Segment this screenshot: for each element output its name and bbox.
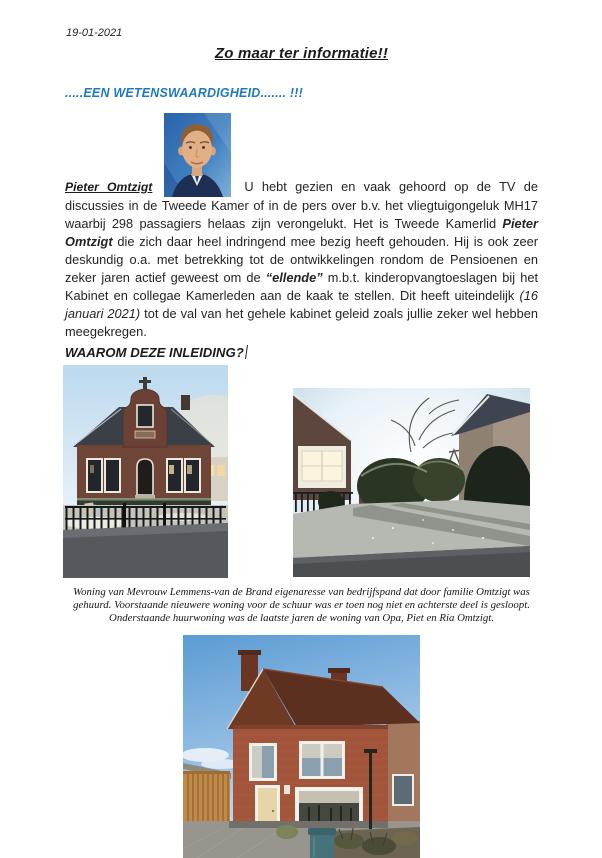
document-date: 19-01-2021 <box>66 27 123 39</box>
page-title: Zo maar ter informatie!! <box>214 45 389 62</box>
why-heading <box>65 345 538 360</box>
photo-house-lemmens <box>63 365 228 578</box>
photo-driveway <box>293 388 530 577</box>
photos-row <box>63 365 538 578</box>
portrait-photo-pieter-omtzigt <box>164 113 231 197</box>
subtitle-heading: .....EEN WETENSWAARDIGHEID....... !!! <box>65 86 303 100</box>
photo-rental-house-illustration <box>183 635 420 858</box>
intro-text-part-2: die zich daar heel indringend mee bezig heeft gehouden. Hij is ook zeer deskundig o.a. met betrekking tot de ontwikkelingen rondom de Pensioenen en zeker jaren actief geweest om de <box>65 234 538 285</box>
intro-emph-ellende: “ellende” <box>265 270 323 285</box>
intro-emph-name: Pieter Omtzigt <box>65 216 538 249</box>
intro-paragraph <box>65 113 538 341</box>
photo-rental-house <box>183 635 420 858</box>
portrait-label: Pieter Omtzigt <box>65 180 153 194</box>
photo-caption: Woning van Mevrouw Lemmens-van de Brand eigenaresse van bedrijfspand dat door familie Omtzigt was gehuurd. Voorstaande nieuwere woning voor de schuur was er toen nog niet en achterste deel is gesloopt. Onderstaande huurwoning was de laatste jaren de woning van Opa, Piet en Ria Omtzigt. <box>73 586 530 625</box>
intro-emph-date: (16 januari 2021) <box>65 288 538 321</box>
intro-text-part-4: tot de val van het gehele kabinet geleid zoals jullie zeker wel hebben meegekregen. <box>65 306 538 339</box>
photo-house-lemmens-illustration <box>63 365 228 578</box>
bird-feeder-pole <box>369 753 372 829</box>
photo-driveway-illustration <box>293 388 530 577</box>
text-cursor <box>245 345 248 359</box>
intro-text-part-3: m.b.t. kinderopvangtoeslagen bij het Kabinet en collegae Kamerleden aan de kaak te stellen. Dit heeft uiteindelijk <box>65 270 538 303</box>
portrait-illustration <box>164 113 231 197</box>
intro-text-part-1: U hebt gezien en vaak gehoord op de TV de discussies in de Tweede Kamer of in de pers over b.v. het vliegtuigongeluk MH17 waarbij 298 passagiers helaas zijn verongelukt. Het is Tweede Kamerlid <box>65 179 538 231</box>
why-heading-text: WAAROM DEZE INLEIDING? <box>65 345 244 360</box>
